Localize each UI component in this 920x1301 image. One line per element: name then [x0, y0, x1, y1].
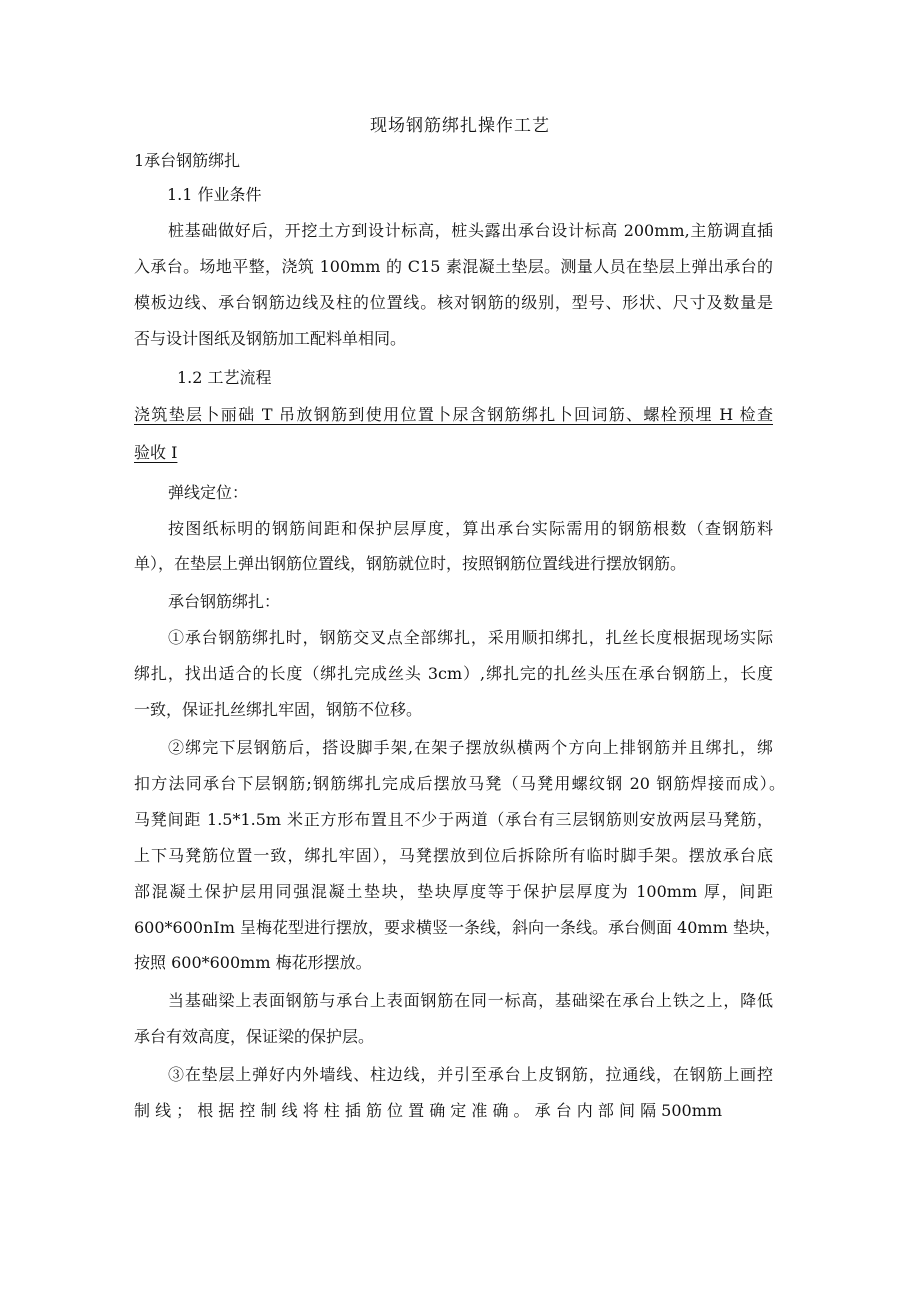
paragraph-line: 入承台。场地平整，浇筑 100mm 的 C15 素混凝土垫层。测量人员在垫层上弹出承台的 [134, 257, 773, 276]
process-flow-line: 验收 I [134, 443, 178, 462]
paragraph-line: 扣方法同承台下层钢筋;钢筋绑扎完成后摆放马凳（马凳用螺纹钢 20 钢筋焊接而成）。 [134, 774, 785, 793]
paragraph-line: 制 线 ； 根 据 控 制 线 将 柱 插 筋 位 置 确 定 准 确 。 承 台 内 部 间 隔 500mm [134, 1101, 723, 1120]
paragraph-line: 否与设计图纸及钢筋加工配料单相同。 [134, 329, 407, 348]
paragraph-line: 当基础梁上表面钢筋与承台上表面钢筋在同一标高，基础梁在承台上铁之上，降低 [168, 991, 773, 1010]
step-heading-binding: 承台钢筋绑扎： [168, 592, 281, 611]
paragraph-line: 单），在垫层上弹出钢筋位置线，钢筋就位时，按照钢筋位置线进行摆放钢筋。 [134, 554, 687, 573]
step-heading-layout: 弹线定位： [168, 483, 249, 502]
paragraph-line: 600*600nIm 呈梅花型进行摆放，要求横竖一条线，斜向一条线。承台侧面 40mm 垫块， [134, 918, 781, 937]
paragraph-line: ③在垫层上弹好内外墙线、柱边线，并引至承台上皮钢筋，拉通线，在钢筋上画控 [168, 1065, 773, 1084]
paragraph-line: 模板边线、承台钢筋边线及柱的位置线。核对钢筋的级别，型号、形状、尺寸及数量是 [134, 293, 773, 312]
document-title: 现场钢筋绑扎操作工艺 [370, 116, 550, 136]
section-heading: 1承台钢筋绑扎 [134, 151, 241, 170]
paragraph-line: 桩基础做好后，开挖土方到设计标高，桩头露出承台设计标高 200mm,主筋调直插 [168, 221, 773, 240]
paragraph-line: ①承台钢筋绑扎时，钢筋交叉点全部绑扎，采用顺扣绑扎，扎丝长度根据现场实际 [168, 628, 773, 647]
paragraph-line: 绑扎，找出适合的长度（绑扎完成丝头 3cm）,绑扎完的扎丝头压在承台钢筋上，长度 [134, 664, 773, 683]
paragraph-line: 承台有效高度，保证梁的保护层。 [134, 1027, 375, 1046]
paragraph-line: 按图纸标明的钢筋间距和保护层厚度，算出承台实际需用的钢筋根数（查钢筋料 [168, 519, 773, 538]
paragraph-line: 一致，保证扎丝绑扎牢固，钢筋不位移。 [134, 700, 423, 719]
paragraph-line: 马凳间距 1.5*1.5m 米正方形布置且不少于两道（承台有三层钢筋则安放两层马凳筋， [134, 810, 773, 829]
process-flow-line: 浇筑垫层卜丽础 T 吊放钢筋到使用位置卜尿含钢筋绑扎卜回词筋、螺栓预埋 H 检查 [134, 405, 773, 424]
paragraph-line: 按照 600*600mm 梅花形摆放。 [134, 953, 372, 972]
paragraph-line: 部混凝土保护层用同强混凝土垫块，垫块厚度等于保护层厚度为 100mm 厚，间距 [134, 882, 773, 901]
paragraph-line: ②绑完下层钢筋后，搭设脚手架,在架子摆放纵横两个方向上排钢筋并且绑扎，绑 [168, 738, 773, 757]
subsection-heading-conditions: 1.1 作业条件 [167, 185, 262, 204]
subsection-heading-process: 1.2 工艺流程 [177, 368, 272, 387]
paragraph-line: 上下马凳筋位置一致，绑扎牢固），马凳摆放到位后拆除所有临时脚手架。摆放承台底 [134, 846, 773, 865]
